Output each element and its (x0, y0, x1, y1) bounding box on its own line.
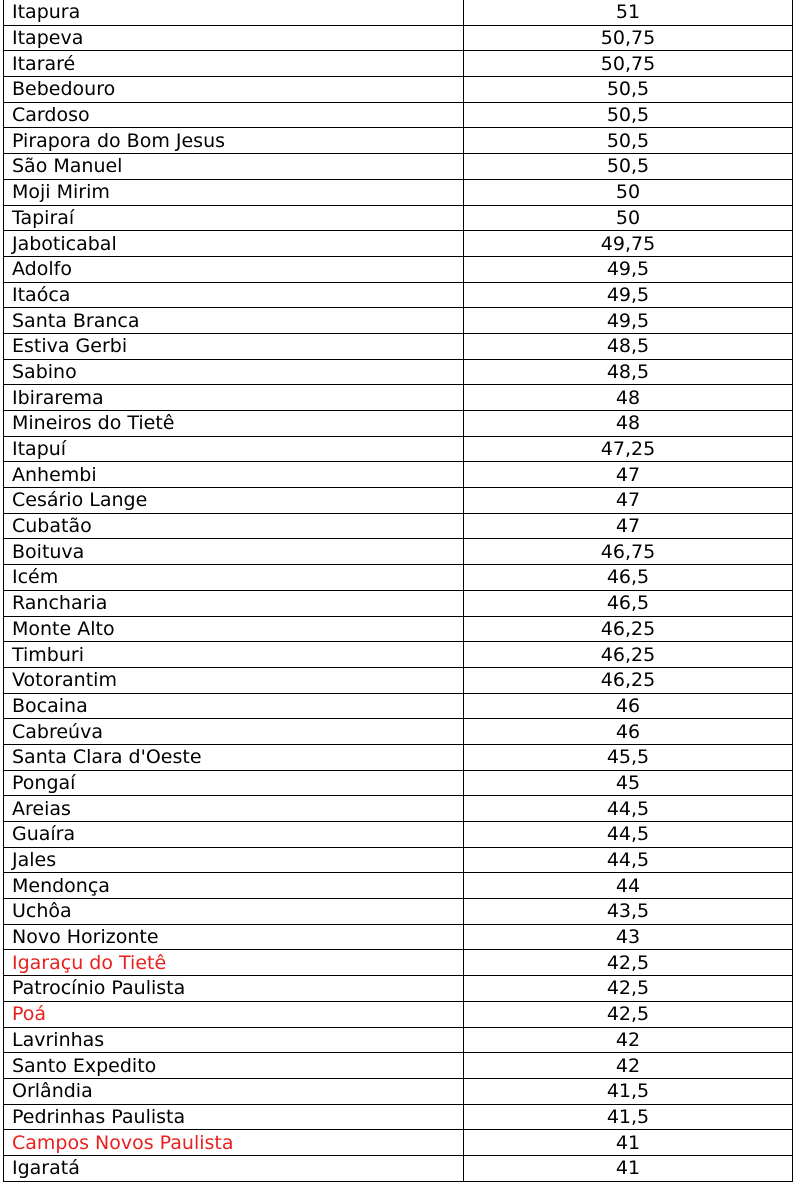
value-cell: 42,5 (464, 1001, 793, 1027)
value-cell: 48 (464, 411, 793, 437)
municipality-name-cell: Boituva (4, 539, 464, 565)
table-row (4, 950, 793, 976)
value-cell: 42 (464, 1053, 793, 1079)
value-cell: 41 (464, 1130, 793, 1156)
table-row (4, 590, 793, 616)
value-cell: 50,75 (464, 51, 793, 77)
municipality-name-cell: Bebedouro (4, 77, 464, 103)
municipality-name-cell: Itapuí (4, 436, 464, 462)
value-cell: 48,5 (464, 359, 793, 385)
table-row (4, 0, 793, 25)
value-cell: 41,5 (464, 1104, 793, 1130)
municipality-name-cell: Monte Alto (4, 616, 464, 642)
value-cell: 46 (464, 693, 793, 719)
table-body (4, 0, 793, 1181)
value-cell: 42 (464, 1027, 793, 1053)
table-row (4, 385, 793, 411)
table-row (4, 308, 793, 334)
table-row (4, 822, 793, 848)
value-cell: 43,5 (464, 899, 793, 925)
municipality-name-cell: Adolfo (4, 256, 464, 282)
value-cell: 47 (464, 488, 793, 514)
value-cell: 46,5 (464, 590, 793, 616)
value-cell: 50,75 (464, 25, 793, 51)
table-row (4, 1001, 793, 1027)
value-cell: 46,25 (464, 642, 793, 668)
table-row (4, 154, 793, 180)
value-cell: 44,5 (464, 847, 793, 873)
table-row (4, 128, 793, 154)
municipality-name-cell: Itaóca (4, 282, 464, 308)
municipality-name-cell: Santa Branca (4, 308, 464, 334)
table-row (4, 616, 793, 642)
municipality-name-cell: Pongaí (4, 770, 464, 796)
value-cell: 50,5 (464, 128, 793, 154)
value-cell: 50 (464, 205, 793, 231)
municipality-name-cell: Campos Novos Paulista (4, 1130, 464, 1156)
value-cell: 41 (464, 1155, 793, 1181)
table-row (4, 231, 793, 257)
value-cell: 45 (464, 770, 793, 796)
table-row (4, 256, 793, 282)
municipality-name-cell: Santo Expedito (4, 1053, 464, 1079)
municipality-name-cell: Itapeva (4, 25, 464, 51)
table-row (4, 924, 793, 950)
table-row (4, 744, 793, 770)
value-cell: 46,5 (464, 565, 793, 591)
table-row (4, 205, 793, 231)
value-cell: 44,5 (464, 822, 793, 848)
municipality-table (3, 0, 793, 1182)
municipality-name-cell: Cabreúva (4, 719, 464, 745)
municipality-name-cell: Jaboticabal (4, 231, 464, 257)
table-row (4, 847, 793, 873)
table-row (4, 693, 793, 719)
table-row (4, 513, 793, 539)
value-cell: 42,5 (464, 950, 793, 976)
value-cell: 49,5 (464, 256, 793, 282)
municipality-name-cell: Tapiraí (4, 205, 464, 231)
municipality-name-cell: Icém (4, 565, 464, 591)
table-row (4, 436, 793, 462)
table-row (4, 719, 793, 745)
value-cell: 46,75 (464, 539, 793, 565)
table-row (4, 539, 793, 565)
value-cell: 50,5 (464, 102, 793, 128)
value-cell: 50,5 (464, 154, 793, 180)
municipality-name-cell: Patrocínio Paulista (4, 976, 464, 1002)
table-row (4, 25, 793, 51)
municipality-name-cell: São Manuel (4, 154, 464, 180)
municipality-name-cell: Moji Mirim (4, 179, 464, 205)
table-row (4, 1053, 793, 1079)
value-cell: 48,5 (464, 333, 793, 359)
municipality-name-cell: Lavrinhas (4, 1027, 464, 1053)
table-row (4, 899, 793, 925)
table-row (4, 1027, 793, 1053)
value-cell: 43 (464, 924, 793, 950)
value-cell: 46,25 (464, 616, 793, 642)
municipality-name-cell: Igaratá (4, 1155, 464, 1181)
table-row (4, 359, 793, 385)
value-cell: 46 (464, 719, 793, 745)
value-cell: 48 (464, 385, 793, 411)
table-row (4, 1078, 793, 1104)
value-cell: 44,5 (464, 796, 793, 822)
municipality-name-cell: Pirapora do Bom Jesus (4, 128, 464, 154)
municipality-name-cell: Santa Clara d'Oeste (4, 744, 464, 770)
table-row (4, 976, 793, 1002)
municipality-name-cell: Cardoso (4, 102, 464, 128)
value-cell: 46,25 (464, 667, 793, 693)
value-cell: 42,5 (464, 976, 793, 1002)
municipality-name-cell: Novo Horizonte (4, 924, 464, 950)
table-row (4, 462, 793, 488)
value-cell: 49,75 (464, 231, 793, 257)
municipality-name-cell: Anhembi (4, 462, 464, 488)
municipality-name-cell: Pedrinhas Paulista (4, 1104, 464, 1130)
value-cell: 51 (464, 0, 793, 25)
value-cell: 50 (464, 179, 793, 205)
table-row (4, 282, 793, 308)
municipality-name-cell: Sabino (4, 359, 464, 385)
municipality-name-cell: Votorantim (4, 667, 464, 693)
table-row (4, 642, 793, 668)
municipality-name-cell: Igaraçu do Tietê (4, 950, 464, 976)
table-row (4, 1155, 793, 1181)
table-row (4, 411, 793, 437)
value-cell: 49,5 (464, 282, 793, 308)
table-row (4, 565, 793, 591)
value-cell: 47 (464, 513, 793, 539)
table-row (4, 667, 793, 693)
value-cell: 49,5 (464, 308, 793, 334)
table-row (4, 333, 793, 359)
municipality-name-cell: Estiva Gerbi (4, 333, 464, 359)
municipality-name-cell: Mineiros do Tietê (4, 411, 464, 437)
table-row (4, 77, 793, 103)
municipality-name-cell: Mendonça (4, 873, 464, 899)
table-row (4, 179, 793, 205)
table-row (4, 51, 793, 77)
value-cell: 45,5 (464, 744, 793, 770)
table-row (4, 488, 793, 514)
table-row (4, 796, 793, 822)
municipality-name-cell: Rancharia (4, 590, 464, 616)
value-cell: 47,25 (464, 436, 793, 462)
municipality-name-cell: Ibirarema (4, 385, 464, 411)
municipality-name-cell: Poá (4, 1001, 464, 1027)
value-cell: 41,5 (464, 1078, 793, 1104)
table-row (4, 1104, 793, 1130)
table-row (4, 1130, 793, 1156)
table-row (4, 873, 793, 899)
municipality-name-cell: Cesário Lange (4, 488, 464, 514)
value-cell: 47 (464, 462, 793, 488)
municipality-name-cell: Uchôa (4, 899, 464, 925)
municipality-name-cell: Areias (4, 796, 464, 822)
municipality-name-cell: Itapura (4, 0, 464, 25)
municipality-name-cell: Timburi (4, 642, 464, 668)
value-cell: 50,5 (464, 77, 793, 103)
table-row (4, 102, 793, 128)
municipality-name-cell: Guaíra (4, 822, 464, 848)
municipality-name-cell: Jales (4, 847, 464, 873)
municipality-name-cell: Cubatão (4, 513, 464, 539)
value-cell: 44 (464, 873, 793, 899)
table-row (4, 770, 793, 796)
municipality-name-cell: Itararé (4, 51, 464, 77)
municipality-name-cell: Bocaina (4, 693, 464, 719)
municipality-name-cell: Orlândia (4, 1078, 464, 1104)
